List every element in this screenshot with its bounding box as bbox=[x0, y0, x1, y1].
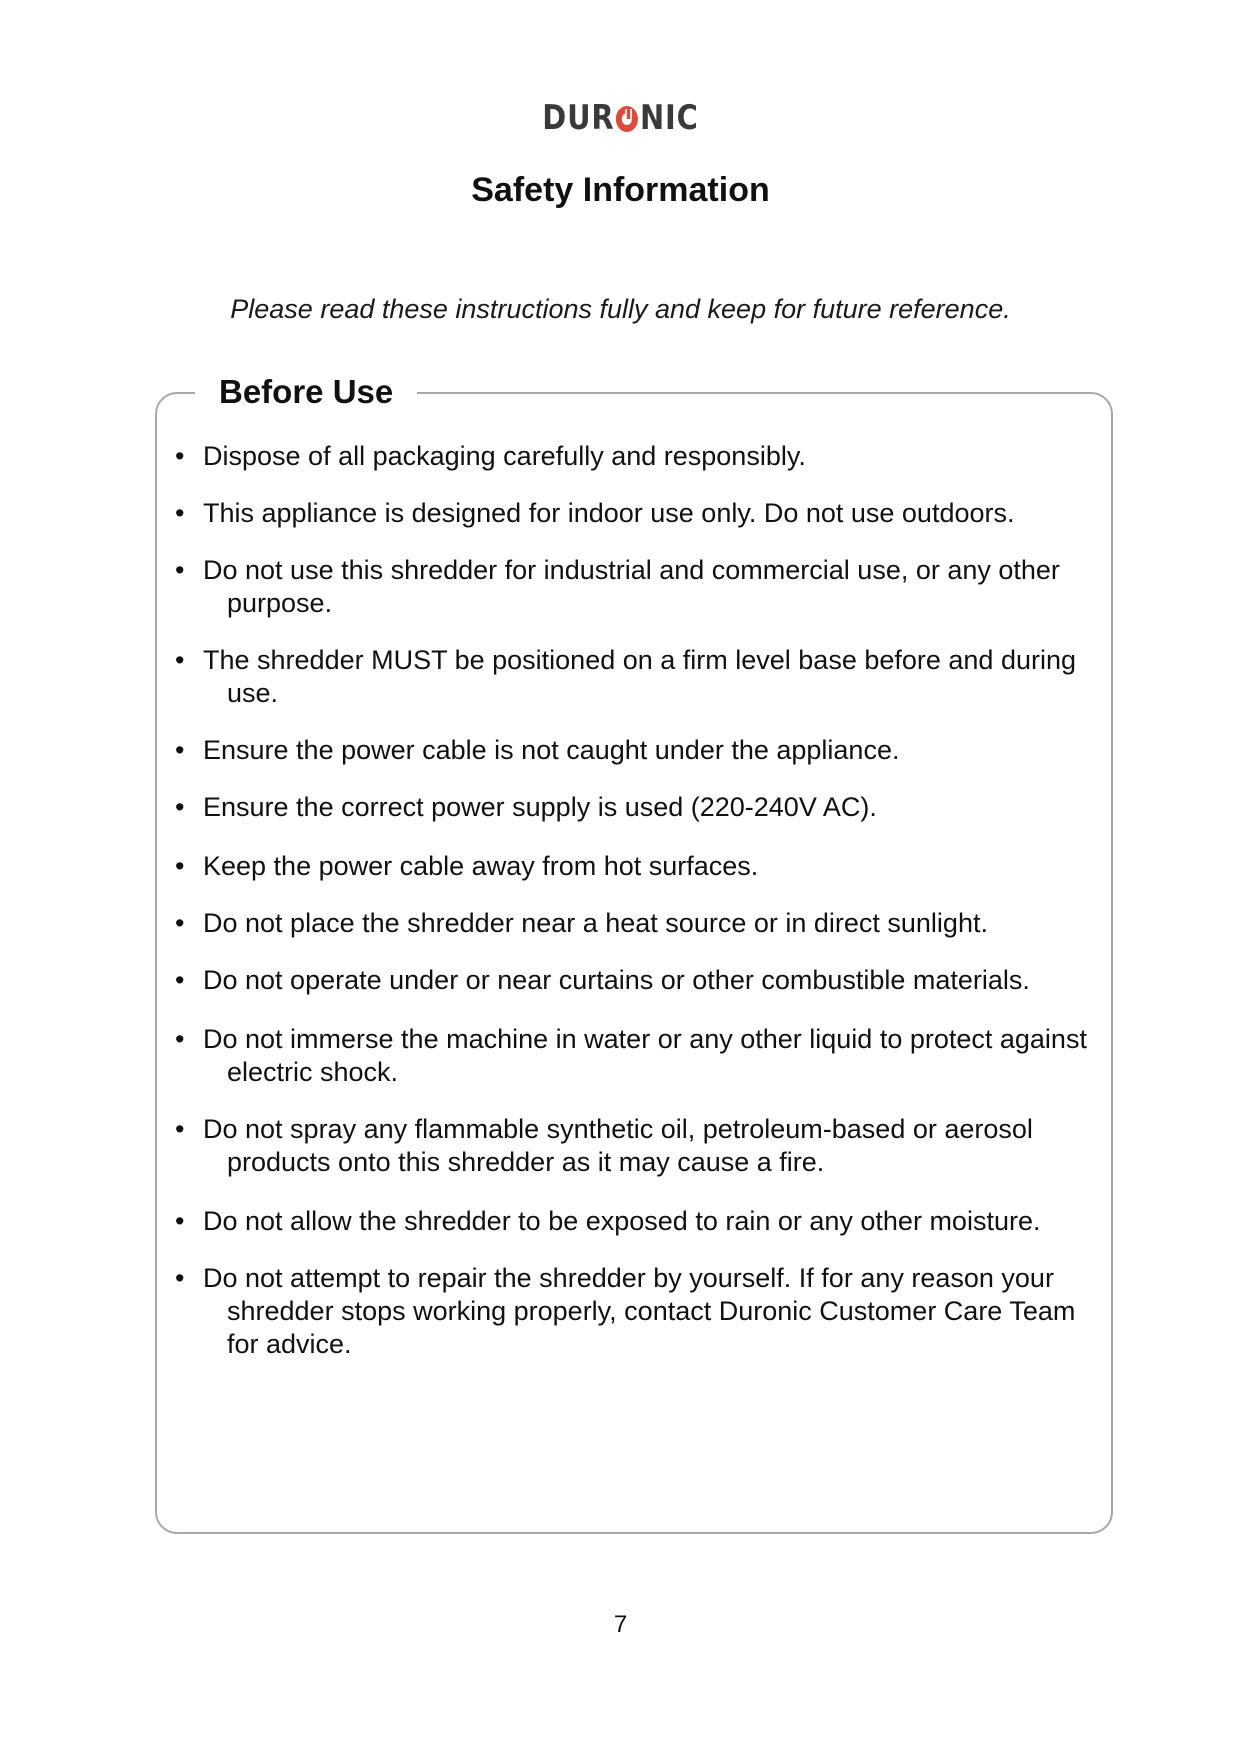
page-title: Safety Information bbox=[471, 171, 770, 209]
bullet: • bbox=[175, 851, 185, 881]
bullet: • bbox=[175, 1024, 185, 1054]
list-item bbox=[175, 1113, 1095, 1179]
bullet: • bbox=[175, 908, 185, 938]
bullet: • bbox=[175, 645, 185, 675]
power-icon bbox=[616, 106, 638, 132]
list-item-text: Do not allow the shredder to be exposed to rain or any other moisture. bbox=[203, 1206, 1041, 1236]
list-item-text: Ensure the correct power supply is used (220-240V AC). bbox=[203, 792, 877, 822]
page-number: 7 bbox=[613, 1611, 628, 1638]
list-item bbox=[175, 907, 1095, 940]
brand-logo bbox=[93, 98, 1148, 138]
logo-text-start: DUR bbox=[542, 98, 615, 138]
bullet: • bbox=[175, 792, 185, 822]
list-item bbox=[175, 644, 1095, 710]
list-item-text: Keep the power cable away from hot surfaces. bbox=[203, 851, 759, 881]
list-item bbox=[175, 1205, 1095, 1238]
list-item bbox=[175, 964, 1095, 997]
list-item-text: Do not use this shredder for industrial and commercial use, or any other purpose. bbox=[203, 555, 1060, 618]
list-item-text: Do not operate under or near curtains or other combustible materials. bbox=[203, 965, 1030, 995]
list-item-text: Do not attempt to repair the shredder by yourself. If for any reason your shredder stops working properly, contact Duronic Customer Care Team for advice. bbox=[203, 1263, 1076, 1359]
list-item bbox=[175, 1262, 1095, 1361]
list-item-text: This appliance is designed for indoor use only. Do not use outdoors. bbox=[203, 498, 1015, 528]
bullet: • bbox=[175, 1114, 185, 1144]
bullet: • bbox=[175, 441, 185, 471]
list-item bbox=[175, 1023, 1095, 1089]
safety-list bbox=[175, 440, 1095, 1361]
logo-text-end: NIC bbox=[640, 98, 699, 138]
list-item-text: The shredder MUST be positioned on a firm level base before and during use. bbox=[203, 645, 1077, 708]
bullet: • bbox=[175, 555, 185, 585]
list-item-text: Do not spray any flammable synthetic oil, petroleum-based or aerosol products onto this shredder as it may cause a fire. bbox=[203, 1114, 1033, 1177]
list-item bbox=[175, 734, 1095, 767]
list-item-text: Ensure the power cable is not caught under the appliance. bbox=[203, 735, 900, 765]
bullet: • bbox=[175, 735, 185, 765]
bullet: • bbox=[175, 965, 185, 995]
list-item bbox=[175, 497, 1095, 530]
list-item-text: Dispose of all packaging carefully and responsibly. bbox=[203, 441, 806, 471]
bullet: • bbox=[175, 498, 185, 528]
list-item bbox=[175, 440, 1095, 473]
section-heading: Before Use bbox=[195, 370, 417, 414]
list-item bbox=[175, 554, 1095, 620]
list-item bbox=[175, 791, 1095, 824]
bullet: • bbox=[175, 1206, 185, 1236]
bullet: • bbox=[175, 1263, 185, 1293]
list-item-text: Do not place the shredder near a heat source or in direct sunlight. bbox=[203, 908, 988, 938]
page-subtitle: Please read these instructions fully and keep for future reference. bbox=[230, 294, 1011, 324]
list-item bbox=[175, 850, 1095, 883]
list-item-text: Do not immerse the machine in water or any other liquid to protect against electric shock. bbox=[203, 1024, 1087, 1087]
